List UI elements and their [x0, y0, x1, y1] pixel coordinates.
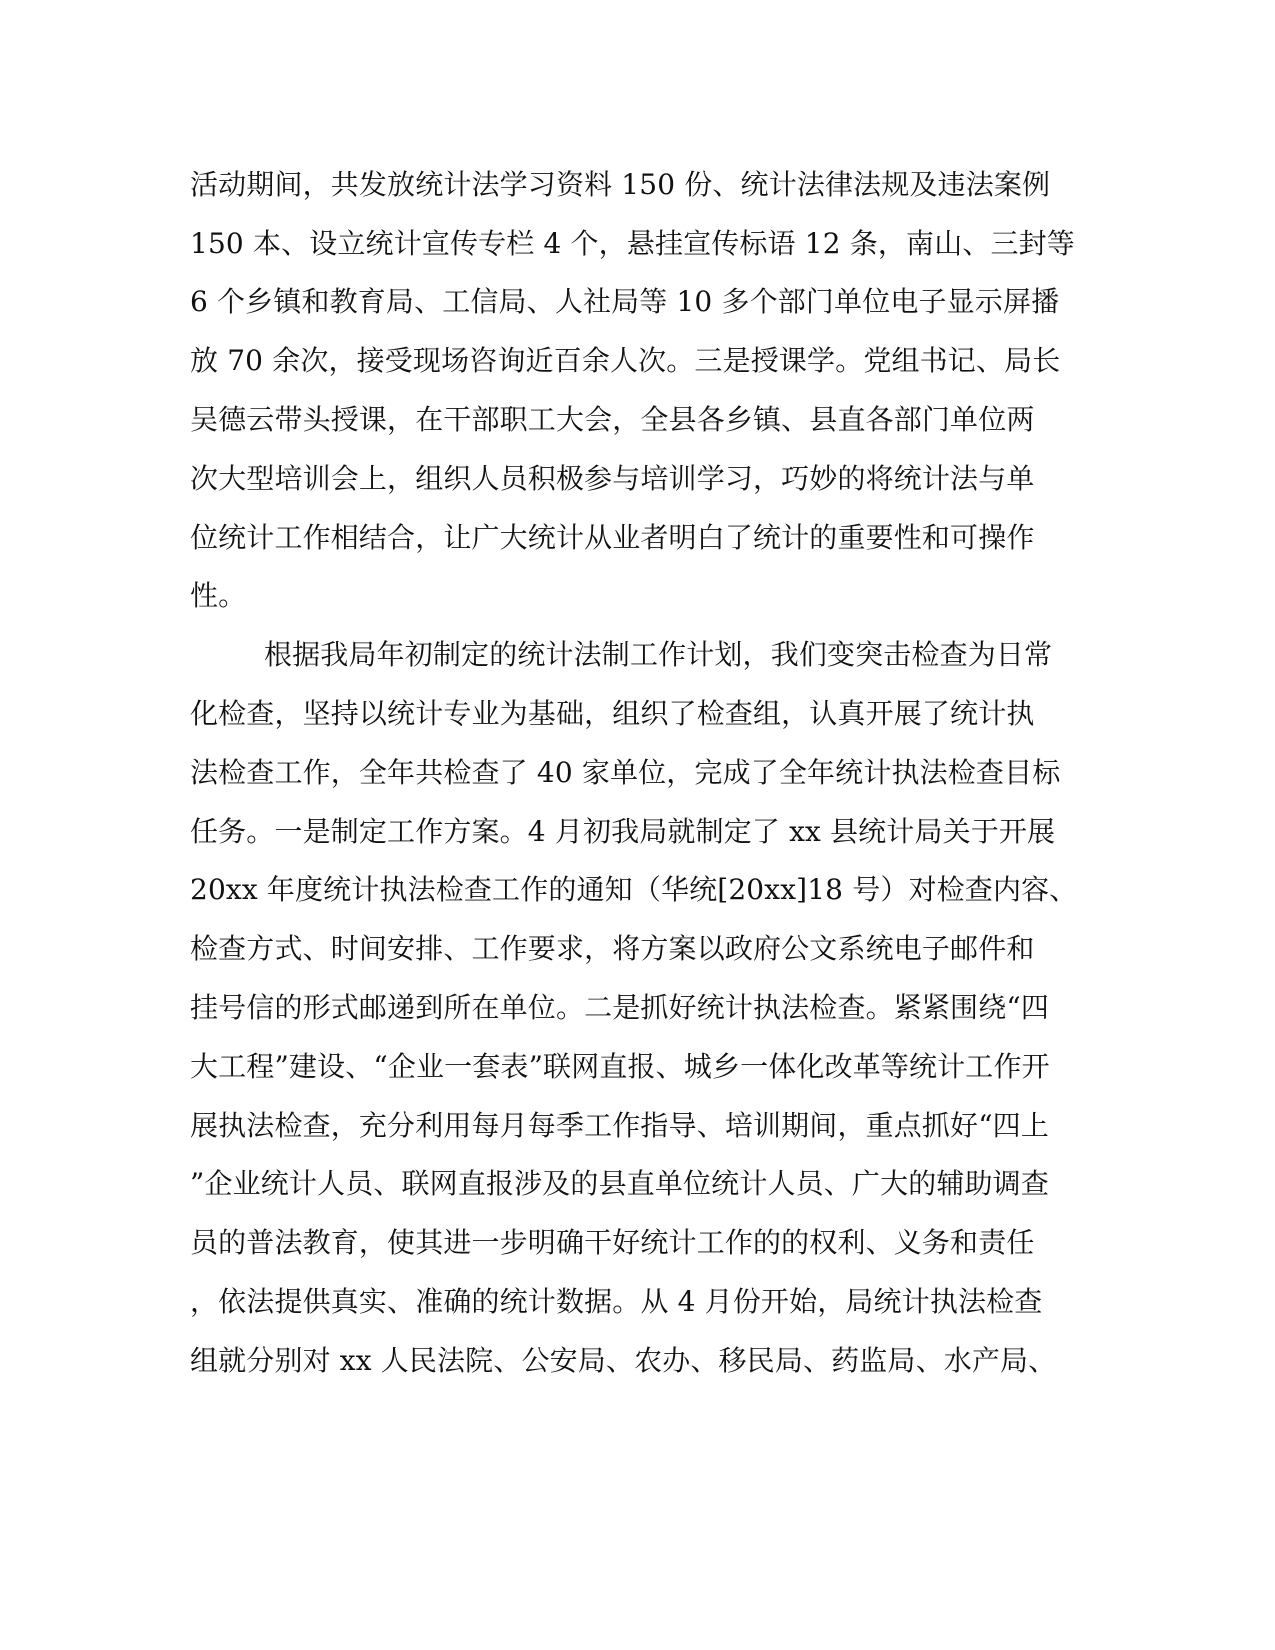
- text-line: 吴德云带头授课，在干部职工大会，全县各乡镇、县直各部门单位两: [190, 403, 1035, 436]
- text-line: 任务。一是制定工作方案。4 月初我局就制定了 xx 县统计局关于开展: [190, 815, 1056, 848]
- text-line: 员的普法教育，使其进一步明确干好统计工作的的权利、义务和责任: [190, 1226, 1035, 1259]
- text-line: 150 本、设立统计宣传专栏 4 个，悬挂宣传标语 12 条，南山、三封等: [190, 227, 1075, 260]
- text-line: 位统计工作相结合，让广大统计从业者明白了统计的重要性和可操作: [190, 521, 1035, 554]
- text-line: 性。: [190, 579, 247, 612]
- text-line: 大工程”建设、“企业一套表”联网直报、城乡一体化改革等统计工作开: [190, 1050, 1050, 1083]
- text-line: 展执法检查，充分利用每月每季工作指导、培训期间，重点抓好“四上: [190, 1109, 1049, 1142]
- text-line: 检查方式、时间安排、工作要求，将方案以政府公文系统电子邮件和: [190, 932, 1035, 965]
- text-line: 化检查，坚持以统计专业为基础，组织了检查组，认真开展了统计执: [190, 697, 1035, 730]
- text-line: 活动期间，共发放统计法学习资料 150 份、统计法律法规及违法案例: [190, 168, 1051, 201]
- text-line: 次大型培训会上，组织人员积极参与培训学习，巧妙的将统计法与单: [190, 462, 1035, 495]
- text-line: 法检查工作，全年共检查了 40 家单位，完成了全年统计执法检查目标: [190, 756, 1061, 789]
- text-line: ，依法提供真实、准确的统计数据。从 4 月份开始，局统计执法检查: [190, 1285, 1043, 1318]
- text-line: 挂号信的形式邮递到所在单位。二是抓好统计执法检查。紧紧围绕“四: [190, 991, 1049, 1024]
- text-line: 组就分别对 xx 人民法院、公安局、农办、移民局、药监局、水产局、: [190, 1344, 1057, 1377]
- paragraph-first-line: 根据我局年初制定的统计法制工作计划，我们变突击检查为日常: [264, 638, 1053, 671]
- text-line: 20xx 年度统计执法检查工作的通知（华统[20xx]18 号）对检查内容、: [190, 873, 1078, 906]
- text-line: 6 个乡镇和教育局、工信局、人社局等 10 多个部门单位电子显示屏播: [190, 285, 1060, 318]
- text-line: ”企业统计人员、联网直报涉及的县直单位统计人员、广大的辅助调查: [190, 1167, 1049, 1200]
- text-line: 放 70 余次，接受现场咨询近百余人次。三是授课学。党组书记、局长: [190, 344, 1061, 377]
